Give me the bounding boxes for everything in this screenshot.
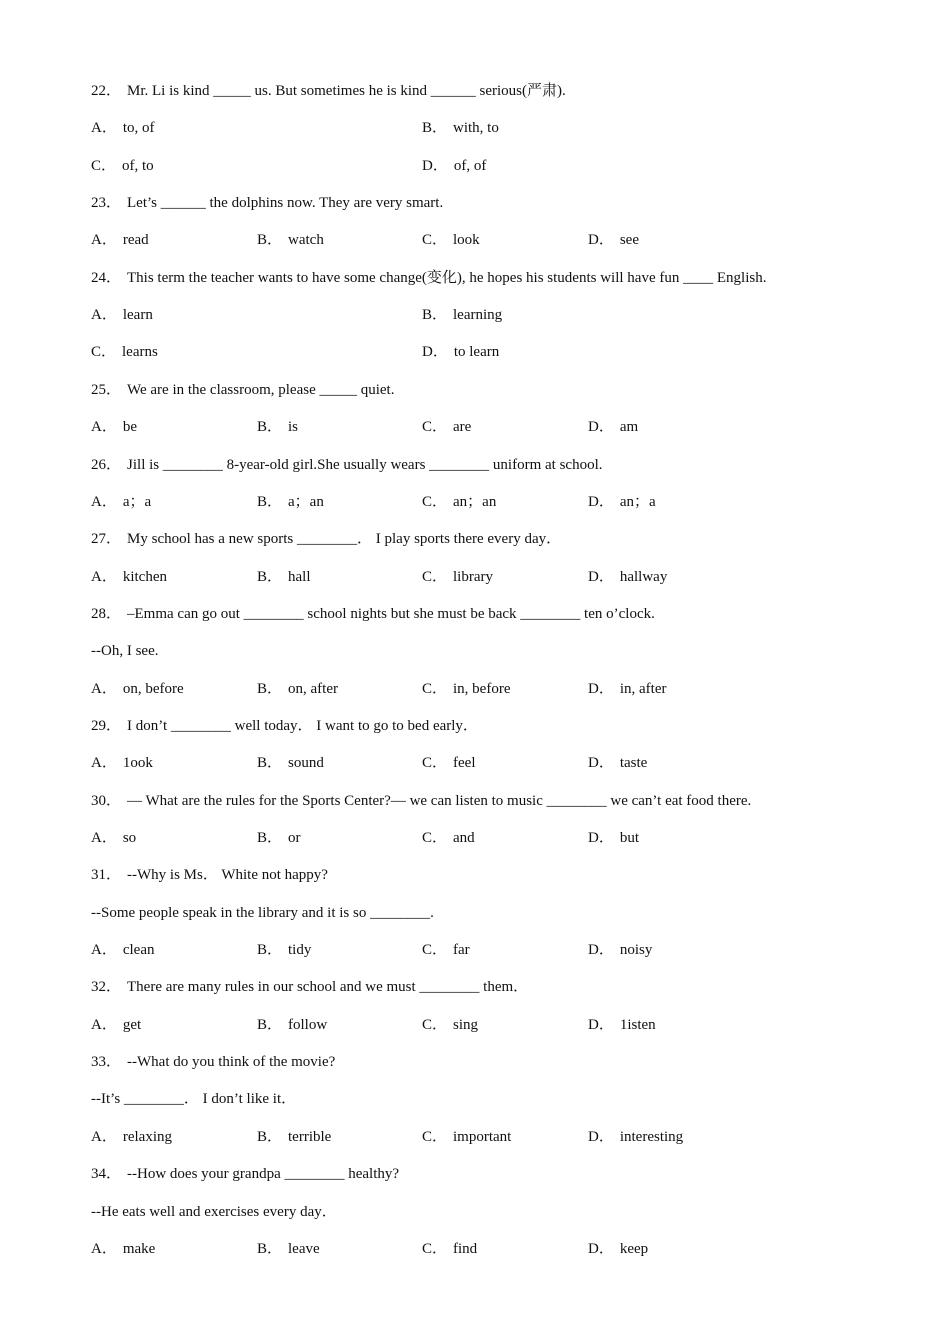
answer-option[interactable] [91, 754, 153, 772]
option-letter: C． [422, 493, 448, 510]
option-text: learn [122, 307, 153, 324]
option-text: terrible [288, 1128, 332, 1145]
answer-option[interactable] [91, 568, 167, 586]
option-letter: C． [422, 942, 448, 959]
question-stem [91, 605, 655, 623]
option-text: in, after [619, 680, 667, 697]
answer-option[interactable] [91, 231, 149, 249]
option-text: clean [122, 942, 155, 959]
answer-option[interactable] [422, 231, 480, 249]
question-number: 24． [91, 269, 122, 286]
answer-option[interactable] [422, 680, 511, 698]
answer-option[interactable] [422, 157, 486, 175]
option-letter: C． [422, 1128, 448, 1145]
option-text: 1ook [122, 755, 153, 772]
answer-option[interactable] [588, 680, 666, 698]
answer-option[interactable] [91, 680, 184, 698]
question-dialogue-line [91, 1090, 296, 1108]
question-text: — What are the rules for the Sports Center?— we can listen to music ________ we can’t eat food there. [127, 792, 752, 809]
option-text: 1isten [619, 1016, 656, 1033]
option-letter: B． [257, 1240, 283, 1257]
answer-option[interactable] [257, 493, 324, 511]
answer-option[interactable] [422, 343, 499, 361]
option-letter: C． [422, 830, 448, 846]
option-letter: D． [422, 157, 448, 174]
option-text: keep [619, 1240, 649, 1257]
answer-option[interactable] [588, 1016, 656, 1034]
option-text: taste [619, 755, 648, 772]
answer-option[interactable] [588, 568, 667, 586]
option-letter: B． [257, 680, 283, 697]
option-letter: D． [588, 1240, 614, 1257]
question-number: 26． [91, 456, 122, 473]
answer-option[interactable] [588, 493, 656, 511]
option-letter: D． [588, 755, 614, 772]
option-letter: A． [91, 1128, 117, 1145]
option-letter: B． [257, 568, 283, 585]
option-letter: A． [91, 1240, 117, 1257]
option-text: sing [453, 1016, 479, 1033]
option-text: relaxing [122, 1128, 172, 1145]
answer-option[interactable] [422, 1128, 511, 1146]
option-letter: C． [422, 1240, 448, 1257]
option-letter: D． [588, 493, 614, 510]
answer-option[interactable] [257, 1240, 320, 1258]
option-text: tidy [288, 942, 312, 959]
option-text: sound [288, 755, 324, 772]
option-text: interesting [619, 1128, 684, 1145]
option-letter: D． [588, 1128, 614, 1145]
answer-option[interactable] [422, 1016, 478, 1034]
question-text: --Oh, I see. [91, 643, 159, 660]
answer-option[interactable] [588, 754, 647, 772]
answer-option[interactable] [91, 1128, 172, 1146]
answer-option[interactable] [588, 1240, 648, 1258]
question-text: Mr. Li is kind _____ us. But sometimes he is kind ______ serious(严肃). [127, 83, 566, 99]
option-text: learning [453, 307, 503, 324]
option-letter: B． [257, 942, 283, 959]
question-number: 31． [91, 867, 122, 884]
option-text: to, of [122, 120, 155, 137]
answer-option[interactable] [422, 568, 493, 586]
answer-option[interactable] [422, 493, 496, 511]
option-text: an；a [619, 493, 656, 510]
option-letter: C． [422, 568, 448, 585]
question-text: --He eats well and exercises every day． [91, 1203, 337, 1220]
option-letter: B． [257, 1128, 283, 1145]
option-text: see [619, 232, 639, 249]
answer-option[interactable] [91, 493, 151, 511]
answer-option[interactable] [422, 119, 499, 137]
answer-option[interactable] [91, 1016, 141, 1034]
answer-option[interactable] [91, 306, 153, 324]
question-text: --How does your grandpa ________ healthy? [127, 1166, 400, 1183]
question-text: I don’t ________ well today． I want to go to bed early． [127, 717, 478, 734]
answer-option[interactable] [91, 418, 137, 436]
option-letter: A． [91, 568, 117, 585]
question-text: –Emma can go out ________ school nights but she must be back ________ ten o’clock. [127, 605, 655, 622]
answer-option[interactable] [588, 1128, 683, 1146]
option-text: so [122, 830, 137, 846]
question-stem [91, 1053, 335, 1071]
option-text: kitchen [122, 568, 167, 585]
answer-option[interactable] [91, 1240, 155, 1258]
option-letter: B． [257, 1016, 283, 1033]
answer-option[interactable] [422, 418, 471, 436]
option-letter: B． [257, 232, 283, 249]
answer-option[interactable] [91, 343, 158, 361]
option-letter: D． [588, 830, 614, 846]
option-text: get [122, 1016, 142, 1033]
question-dialogue-line [91, 1203, 337, 1221]
option-letter: B． [257, 419, 283, 436]
answer-option[interactable] [422, 941, 470, 959]
option-text: on, after [288, 680, 338, 697]
option-text: hallway [619, 568, 668, 585]
option-letter: D． [588, 1016, 614, 1033]
option-letter: C． [91, 157, 117, 174]
question-stem [91, 381, 394, 399]
option-letter: C． [422, 232, 448, 249]
question-text: --Why is Ms． White not happy? [127, 867, 328, 884]
option-letter: A． [91, 942, 117, 959]
option-text: of, of [453, 157, 487, 174]
answer-option[interactable] [257, 941, 311, 959]
question-stem [91, 1165, 399, 1183]
option-text: are [453, 419, 472, 436]
option-text: of, to [122, 157, 154, 174]
option-text: noisy [619, 942, 653, 959]
answer-option[interactable] [91, 829, 136, 847]
question-number: 25． [91, 381, 122, 398]
option-text: or [288, 830, 301, 846]
option-text: make [122, 1240, 156, 1257]
question-text: There are many rules in our school and we must ________ them． [127, 979, 529, 996]
option-text: feel [453, 755, 476, 772]
option-letter: A． [91, 680, 117, 697]
answer-option[interactable] [257, 568, 311, 586]
option-letter: D． [588, 232, 614, 249]
option-text: a；a [122, 493, 152, 510]
question-number: 23． [91, 195, 122, 212]
question-text: This term the teacher wants to have some change(变化), he hopes his students will have fun ____ English. [127, 269, 767, 286]
question-text: We are in the classroom, please _____ quiet. [127, 381, 395, 398]
answer-option[interactable] [91, 941, 154, 959]
option-text: with, to [453, 120, 499, 137]
question-number: 34． [91, 1166, 122, 1183]
option-text: to learn [453, 344, 500, 361]
question-number: 28． [91, 605, 122, 622]
option-letter: A． [91, 830, 117, 846]
option-letter: D． [588, 419, 614, 436]
question-stem [91, 978, 528, 996]
question-stem [91, 269, 766, 287]
option-letter: C． [422, 680, 448, 697]
option-text: hall [288, 568, 311, 585]
option-text: important [453, 1128, 512, 1145]
option-letter: A． [91, 1016, 117, 1033]
option-text: but [619, 830, 640, 846]
answer-option[interactable] [588, 829, 639, 847]
option-letter: A． [91, 120, 117, 137]
question-number: 22． [91, 83, 122, 99]
option-text: in, before [453, 680, 511, 697]
answer-option[interactable] [257, 680, 338, 698]
answer-option[interactable] [588, 231, 639, 249]
option-text: read [122, 232, 149, 249]
option-text: find [453, 1240, 478, 1257]
option-letter: C． [422, 419, 448, 436]
answer-option[interactable] [257, 418, 298, 436]
question-stem [91, 530, 561, 548]
option-text: leave [288, 1240, 320, 1257]
question-text: Let’s ______ the dolphins now. They are very smart. [127, 195, 444, 212]
answer-option[interactable] [91, 157, 154, 175]
question-stem [91, 194, 443, 212]
answer-option[interactable] [422, 306, 502, 324]
option-text: be [122, 419, 138, 436]
option-letter: B． [422, 307, 448, 324]
answer-option[interactable] [422, 829, 475, 847]
answer-option[interactable] [257, 1016, 327, 1034]
question-text: My school has a new sports ________． I play sports there every day． [127, 531, 562, 548]
option-text: far [453, 942, 470, 959]
option-text: look [453, 232, 480, 249]
answer-option[interactable] [422, 754, 476, 772]
question-text: --It’s ________． I don’t like it． [91, 1091, 297, 1108]
option-letter: D． [588, 568, 614, 585]
option-letter: B． [422, 120, 448, 137]
option-text: a；an [288, 493, 324, 510]
option-letter: D． [588, 680, 614, 697]
question-number: 29． [91, 717, 122, 734]
question-stem [91, 792, 751, 810]
option-text: and [453, 830, 475, 846]
option-letter: A． [91, 755, 117, 772]
option-letter: C． [422, 755, 448, 772]
option-letter: B． [257, 755, 283, 772]
question-number: 30． [91, 792, 122, 809]
answer-option[interactable] [257, 1128, 331, 1146]
option-letter: C． [91, 344, 117, 361]
question-dialogue-line [91, 904, 434, 922]
question-stem [91, 717, 478, 735]
question-text: --What do you think of the movie? [127, 1054, 336, 1071]
question-text: --Some people speak in the library and it is so ________. [91, 904, 434, 921]
question-number: 32． [91, 979, 122, 996]
option-letter: A． [91, 232, 117, 249]
answer-option[interactable] [588, 418, 638, 436]
option-text: is [288, 419, 299, 436]
option-letter: D． [422, 344, 448, 361]
option-letter: D． [588, 942, 614, 959]
question-text: Jill is ________ 8-year-old girl.She usually wears ________ uniform at school. [127, 456, 603, 473]
option-text: an；an [453, 493, 497, 510]
option-text: follow [288, 1016, 328, 1033]
option-text: learns [122, 344, 158, 361]
question-stem [91, 866, 328, 884]
option-letter: A． [91, 307, 117, 324]
question-dialogue-line [91, 642, 158, 660]
option-letter: B． [257, 493, 283, 510]
question-number: 27． [91, 531, 122, 548]
option-text: on, before [122, 680, 184, 697]
option-letter: A． [91, 493, 117, 510]
question-stem [91, 82, 566, 100]
answer-option[interactable] [91, 119, 155, 137]
answer-option[interactable] [257, 754, 324, 772]
question-number: 33． [91, 1054, 122, 1071]
option-text: am [619, 419, 639, 436]
question-stem [91, 456, 602, 474]
option-letter: C． [422, 1016, 448, 1033]
answer-option[interactable] [257, 231, 324, 249]
option-letter: B． [257, 830, 283, 846]
answer-option[interactable] [257, 829, 301, 847]
option-letter: A． [91, 419, 117, 436]
option-text: watch [288, 232, 324, 249]
option-text: library [453, 568, 493, 585]
answer-option[interactable] [422, 1240, 477, 1258]
answer-option[interactable] [588, 941, 652, 959]
